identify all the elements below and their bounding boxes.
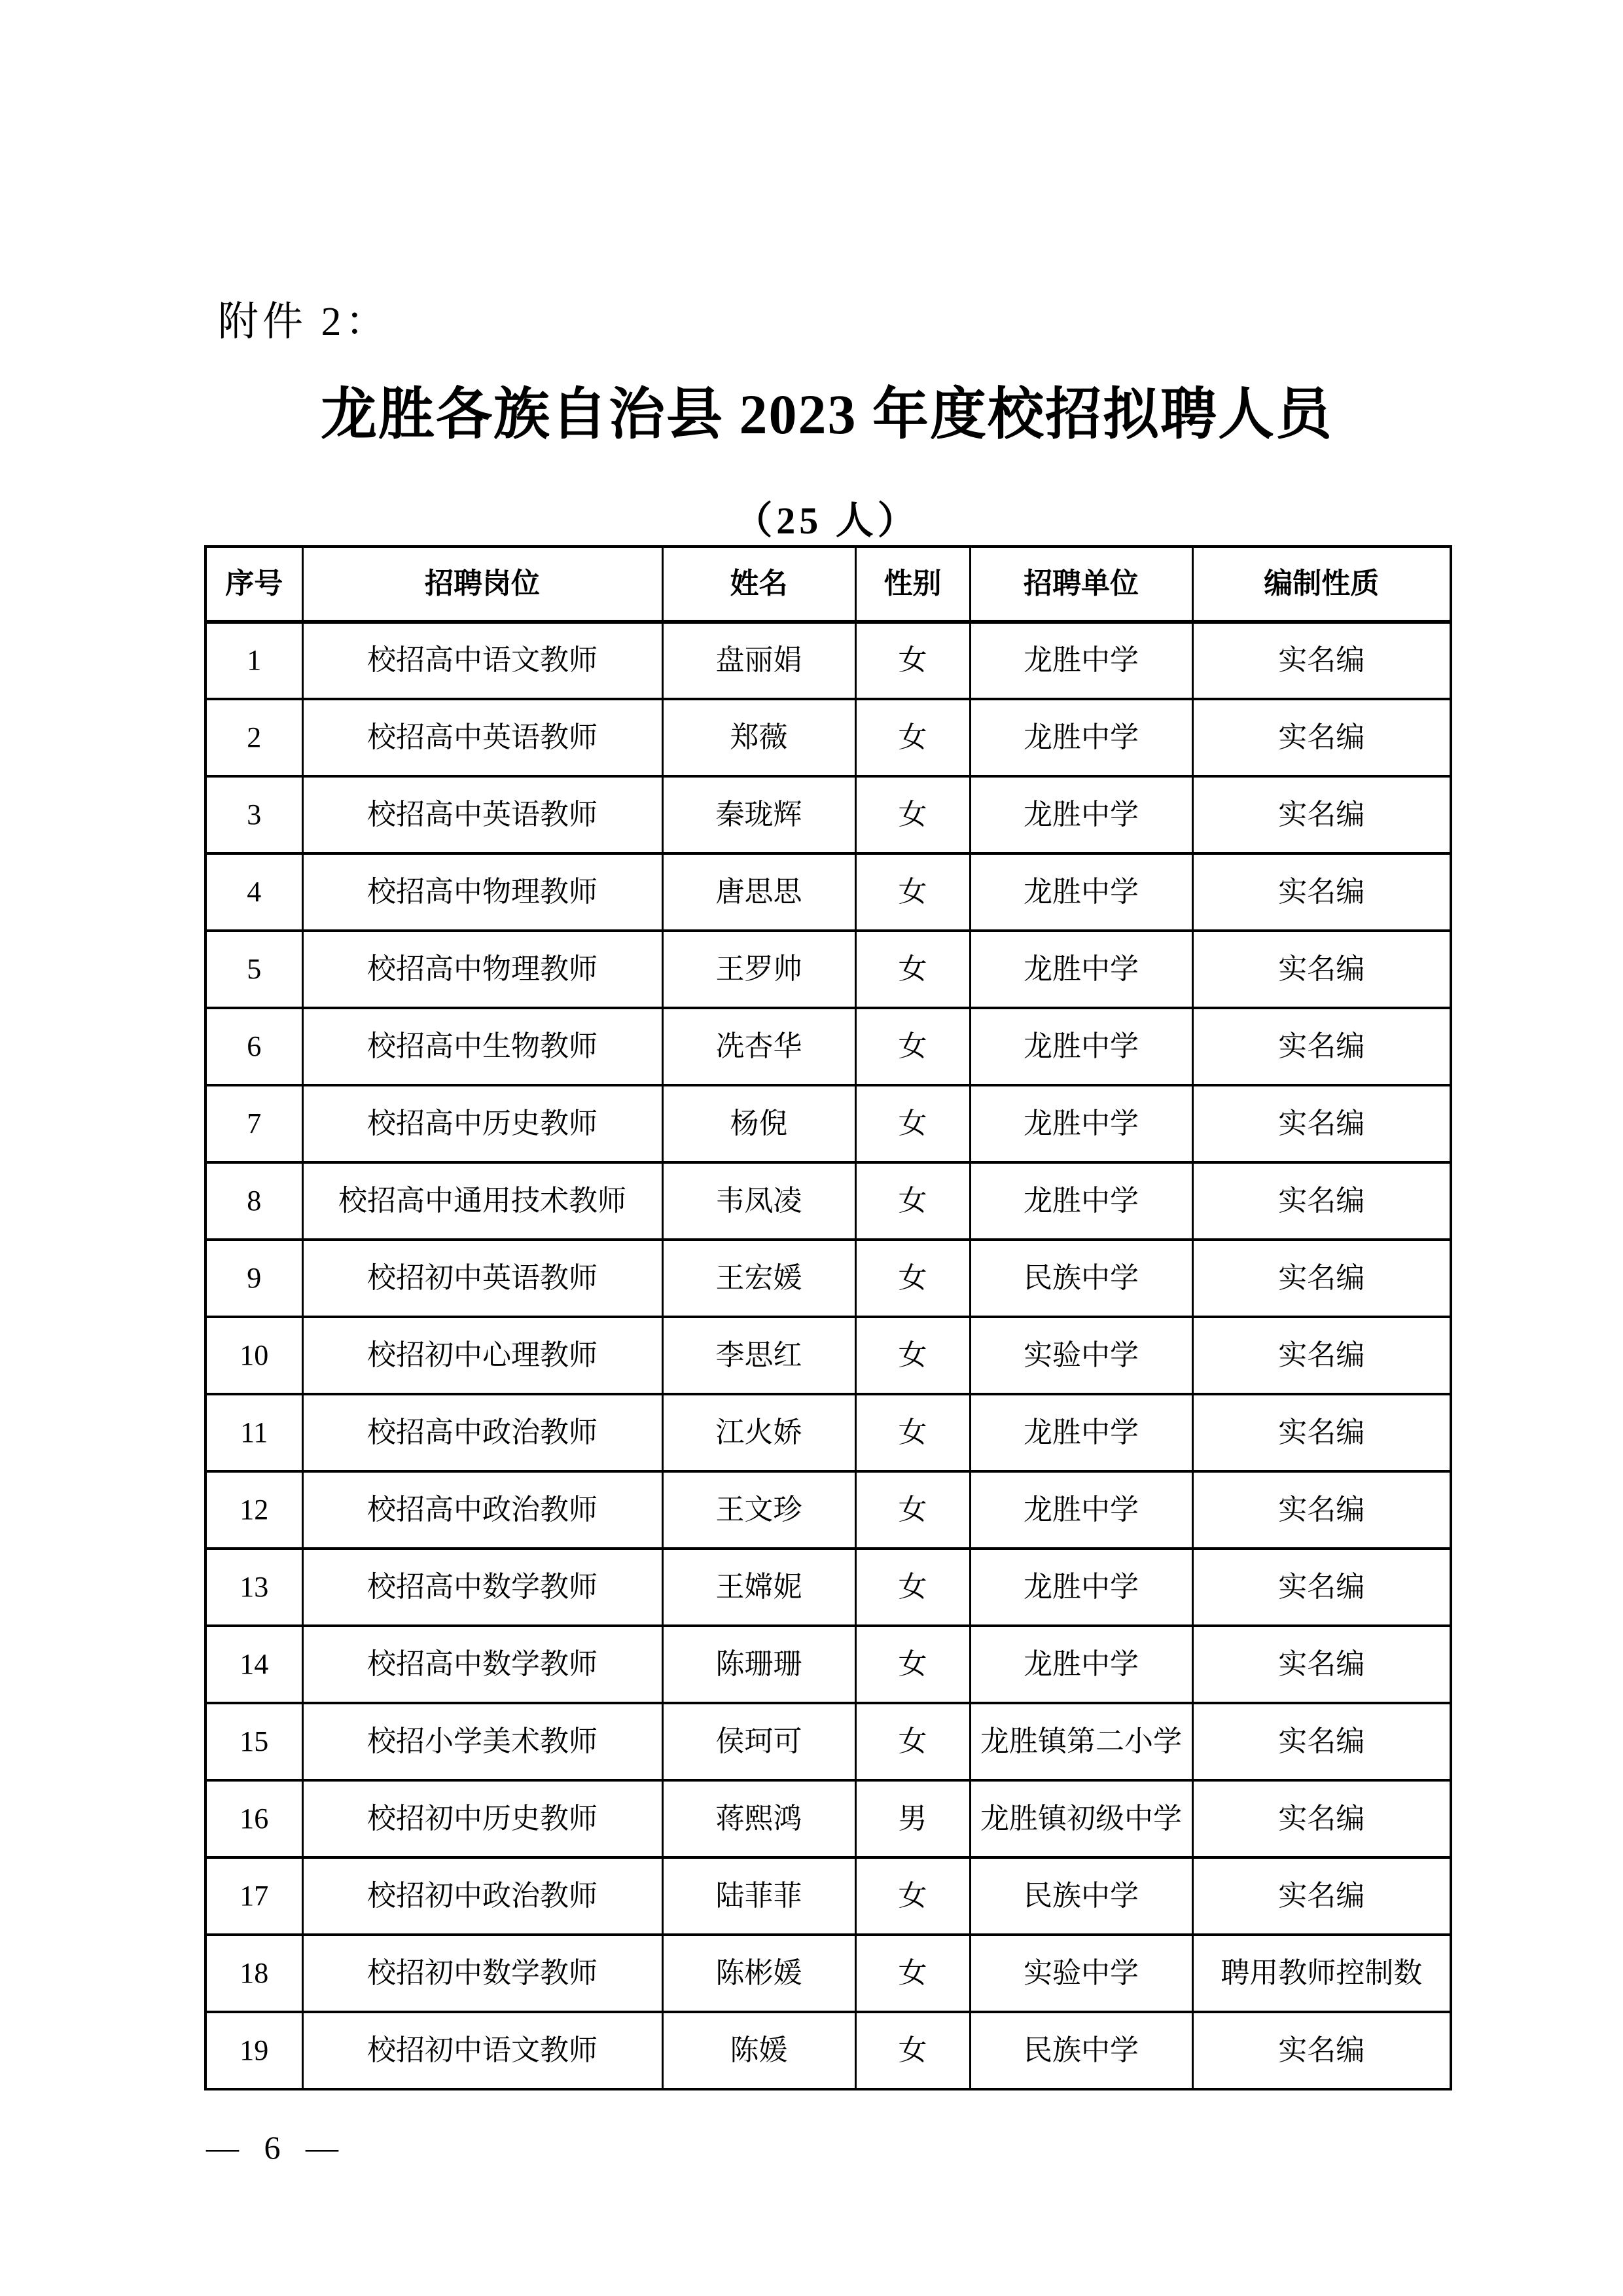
cell-name: 韦凤凌 <box>662 1162 855 1240</box>
cell-gender: 女 <box>855 1471 970 1549</box>
cell-establishment: 实名编 <box>1192 1626 1451 1703</box>
cell-unit: 民族中学 <box>970 1240 1192 1317</box>
cell-position: 校招高中通用技术教师 <box>302 1162 662 1240</box>
cell-seq: 15 <box>205 1703 302 1780</box>
cell-seq: 13 <box>205 1549 302 1626</box>
table-row <box>205 1549 1451 1626</box>
cell-gender: 女 <box>855 853 970 931</box>
cell-establishment: 实名编 <box>1192 1780 1451 1857</box>
cell-seq: 2 <box>205 699 302 776</box>
cell-name: 江火娇 <box>662 1394 855 1471</box>
table-row <box>205 1471 1451 1549</box>
table-row <box>205 1780 1451 1857</box>
table-row <box>205 1085 1451 1162</box>
cell-unit: 龙胜中学 <box>970 622 1192 699</box>
cell-gender: 女 <box>855 1085 970 1162</box>
cell-establishment: 聘用教师控制数 <box>1192 1935 1451 2012</box>
cell-unit: 龙胜中学 <box>970 776 1192 853</box>
cell-unit: 实验中学 <box>970 1935 1192 2012</box>
cell-establishment: 实名编 <box>1192 1008 1451 1085</box>
cell-position: 校招初中语文教师 <box>302 2012 662 2089</box>
cell-seq: 12 <box>205 1471 302 1549</box>
table-header-row <box>205 547 1451 622</box>
table-row <box>205 1703 1451 1780</box>
cell-establishment: 实名编 <box>1192 1857 1451 1935</box>
cell-gender: 女 <box>855 1394 970 1471</box>
cell-establishment: 实名编 <box>1192 1240 1451 1317</box>
cell-unit: 民族中学 <box>970 2012 1192 2089</box>
table-row <box>205 1935 1451 2012</box>
cell-gender: 男 <box>855 1780 970 1857</box>
cell-establishment: 实名编 <box>1192 1317 1451 1394</box>
cell-seq: 19 <box>205 2012 302 2089</box>
cell-gender: 女 <box>855 1162 970 1240</box>
cell-gender: 女 <box>855 776 970 853</box>
cell-name: 冼杏华 <box>662 1008 855 1085</box>
table-row <box>205 1317 1451 1394</box>
table-row <box>205 776 1451 853</box>
cell-gender: 女 <box>855 2012 970 2089</box>
cell-name: 郑薇 <box>662 699 855 776</box>
cell-position: 校招高中英语教师 <box>302 699 662 776</box>
table-row <box>205 931 1451 1008</box>
cell-name: 王罗帅 <box>662 931 855 1008</box>
table-row <box>205 2012 1451 2089</box>
cell-gender: 女 <box>855 1008 970 1085</box>
cell-unit: 龙胜中学 <box>970 853 1192 931</box>
cell-seq: 1 <box>205 622 302 699</box>
cell-establishment: 实名编 <box>1192 853 1451 931</box>
cell-position: 校招高中数学教师 <box>302 1549 662 1626</box>
cell-position: 校招初中心理教师 <box>302 1317 662 1394</box>
cell-seq: 11 <box>205 1394 302 1471</box>
cell-gender: 女 <box>855 931 970 1008</box>
cell-gender: 女 <box>855 699 970 776</box>
table-body <box>205 622 1451 2089</box>
cell-establishment: 实名编 <box>1192 1471 1451 1549</box>
cell-gender: 女 <box>855 1240 970 1317</box>
cell-unit: 龙胜中学 <box>970 1626 1192 1703</box>
header-establishment: 编制性质 <box>1192 547 1451 622</box>
cell-position: 校招初中政治教师 <box>302 1857 662 1935</box>
table-row <box>205 1857 1451 1935</box>
table-row <box>205 699 1451 776</box>
cell-establishment: 实名编 <box>1192 622 1451 699</box>
cell-unit: 龙胜镇初级中学 <box>970 1780 1192 1857</box>
attachment-label: 附件 2： <box>218 300 390 344</box>
cell-unit: 民族中学 <box>970 1857 1192 1935</box>
cell-position: 校招初中英语教师 <box>302 1240 662 1317</box>
header-unit: 招聘单位 <box>970 547 1192 622</box>
cell-name: 李思红 <box>662 1317 855 1394</box>
cell-position: 校招高中语文教师 <box>302 622 662 699</box>
cell-position: 校招高中物理教师 <box>302 853 662 931</box>
cell-name: 侯珂可 <box>662 1703 855 1780</box>
table-row <box>205 1162 1451 1240</box>
recruitment-table <box>204 545 1452 2090</box>
cell-establishment: 实名编 <box>1192 1703 1451 1780</box>
cell-establishment: 实名编 <box>1192 1162 1451 1240</box>
cell-unit: 实验中学 <box>970 1317 1192 1394</box>
cell-name: 王嫦妮 <box>662 1549 855 1626</box>
cell-name: 王宏媛 <box>662 1240 855 1317</box>
table-row <box>205 622 1451 699</box>
cell-establishment: 实名编 <box>1192 776 1451 853</box>
cell-gender: 女 <box>855 1857 970 1935</box>
cell-seq: 4 <box>205 853 302 931</box>
page-number: — 6 — <box>206 2129 338 2166</box>
cell-seq: 3 <box>205 776 302 853</box>
cell-gender: 女 <box>855 622 970 699</box>
cell-name: 唐思思 <box>662 853 855 931</box>
cell-position: 校招高中生物教师 <box>302 1008 662 1085</box>
cell-name: 陈彬媛 <box>662 1935 855 2012</box>
cell-name: 陈媛 <box>662 2012 855 2089</box>
page-subtitle: （25 人） <box>734 499 919 542</box>
header-name: 姓名 <box>662 547 855 622</box>
cell-unit: 龙胜中学 <box>970 1394 1192 1471</box>
cell-seq: 16 <box>205 1780 302 1857</box>
cell-name: 陈珊珊 <box>662 1626 855 1703</box>
cell-gender: 女 <box>855 1935 970 2012</box>
cell-seq: 5 <box>205 931 302 1008</box>
cell-seq: 7 <box>205 1085 302 1162</box>
table-row <box>205 1008 1451 1085</box>
cell-unit: 龙胜中学 <box>970 1549 1192 1626</box>
cell-seq: 10 <box>205 1317 302 1394</box>
cell-unit: 龙胜镇第二小学 <box>970 1703 1192 1780</box>
cell-unit: 龙胜中学 <box>970 1085 1192 1162</box>
header-position: 招聘岗位 <box>302 547 662 622</box>
cell-gender: 女 <box>855 1317 970 1394</box>
cell-position: 校招高中数学教师 <box>302 1626 662 1703</box>
cell-establishment: 实名编 <box>1192 931 1451 1008</box>
cell-establishment: 实名编 <box>1192 1549 1451 1626</box>
cell-name: 秦珑辉 <box>662 776 855 853</box>
cell-unit: 龙胜中学 <box>970 699 1192 776</box>
cell-position: 校招高中物理教师 <box>302 931 662 1008</box>
table-row <box>205 853 1451 931</box>
page-title: 龙胜各族自治县 2023 年度校招拟聘人员 <box>321 383 1333 446</box>
table-header <box>205 547 1451 622</box>
table-row <box>205 1240 1451 1317</box>
cell-seq: 17 <box>205 1857 302 1935</box>
cell-unit: 龙胜中学 <box>970 1162 1192 1240</box>
cell-name: 蒋熙鸿 <box>662 1780 855 1857</box>
cell-seq: 9 <box>205 1240 302 1317</box>
cell-position: 校招高中政治教师 <box>302 1394 662 1471</box>
cell-seq: 14 <box>205 1626 302 1703</box>
cell-establishment: 实名编 <box>1192 1085 1451 1162</box>
cell-seq: 18 <box>205 1935 302 2012</box>
cell-seq: 8 <box>205 1162 302 1240</box>
cell-establishment: 实名编 <box>1192 2012 1451 2089</box>
cell-gender: 女 <box>855 1549 970 1626</box>
cell-position: 校招初中历史教师 <box>302 1780 662 1857</box>
header-gender: 性别 <box>855 547 970 622</box>
cell-position: 校招小学美术教师 <box>302 1703 662 1780</box>
cell-unit: 龙胜中学 <box>970 1008 1192 1085</box>
cell-position: 校招初中数学教师 <box>302 1935 662 2012</box>
cell-seq: 6 <box>205 1008 302 1085</box>
cell-position: 校招高中历史教师 <box>302 1085 662 1162</box>
cell-gender: 女 <box>855 1626 970 1703</box>
cell-name: 盘丽娟 <box>662 622 855 699</box>
cell-position: 校招高中英语教师 <box>302 776 662 853</box>
cell-position: 校招高中政治教师 <box>302 1471 662 1549</box>
cell-unit: 龙胜中学 <box>970 931 1192 1008</box>
cell-unit: 龙胜中学 <box>970 1471 1192 1549</box>
table-row <box>205 1626 1451 1703</box>
cell-establishment: 实名编 <box>1192 1394 1451 1471</box>
cell-name: 王文珍 <box>662 1471 855 1549</box>
table-row <box>205 1394 1451 1471</box>
cell-gender: 女 <box>855 1703 970 1780</box>
cell-establishment: 实名编 <box>1192 699 1451 776</box>
cell-name: 陆菲菲 <box>662 1857 855 1935</box>
header-seq: 序号 <box>205 547 302 622</box>
cell-name: 杨倪 <box>662 1085 855 1162</box>
